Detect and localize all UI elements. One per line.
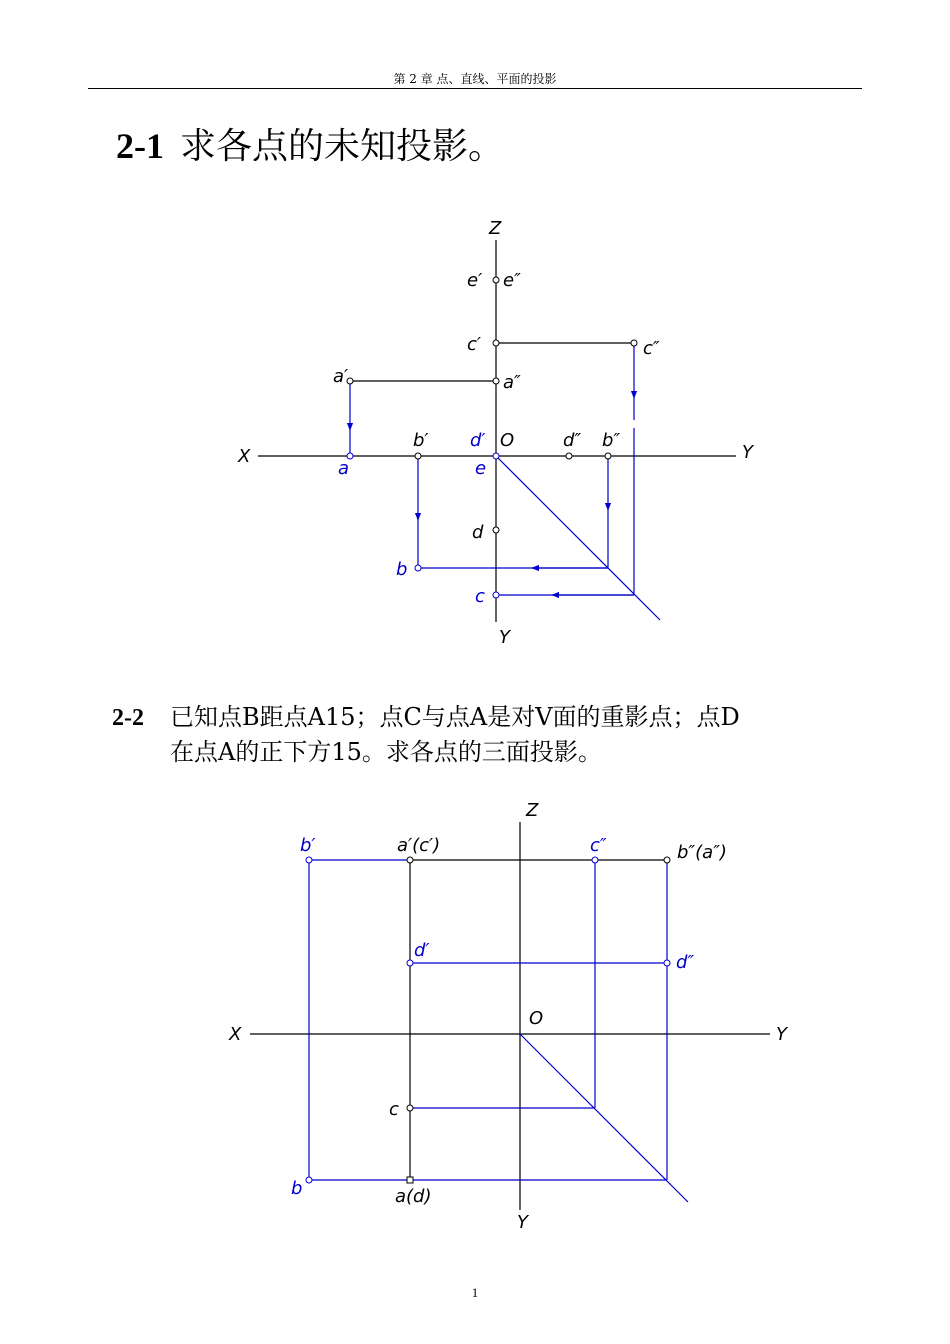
fig2-label-y-right: Y: [776, 1024, 787, 1045]
fig2-label-o: O: [529, 1008, 544, 1029]
fig2-diagonal: [520, 1034, 688, 1202]
label-y-bottom: Y: [499, 627, 510, 648]
label-c2: c″: [643, 338, 660, 359]
label-a1: a′: [333, 366, 349, 387]
label-b: b: [396, 559, 408, 580]
label-z: Z: [489, 218, 502, 239]
fig2-point-c2: [592, 857, 598, 863]
section-2-1-number: 2-1: [116, 126, 164, 166]
fig2-label-a1c1: a′(c′): [397, 835, 441, 856]
label-o: O: [500, 430, 515, 451]
section-2-2-line2: 在点A的正下方15。求各点的三面投影。: [170, 738, 602, 766]
fig2-point-b2: [664, 857, 670, 863]
fig2-label-b1: b′: [300, 835, 316, 856]
fig2-label-x: X: [229, 1024, 242, 1045]
label-a: a: [338, 458, 350, 479]
label-e2: e″: [503, 270, 521, 291]
page-number: 1: [471, 1285, 479, 1300]
label-e1: e′: [467, 270, 483, 291]
label-d1: d′: [470, 430, 486, 451]
fig2-label-y-bottom: Y: [517, 1212, 528, 1233]
fig2-label-ad: a(d): [395, 1186, 432, 1207]
label-c1: c′: [467, 334, 481, 355]
label-a2: a″: [503, 372, 521, 393]
fig2-label-c2: c″: [590, 835, 607, 856]
fig2-label-b: b: [291, 1178, 303, 1199]
fig2-point-d1: [407, 960, 413, 966]
label-d2: d″: [563, 430, 582, 451]
chapter-header: 第 2 章 点、直线、平面的投影: [393, 72, 557, 86]
section-2-2-number: 2-2: [112, 705, 144, 731]
fig2-label-b2a2: b″(a″): [677, 842, 727, 863]
label-y-right: Y: [742, 442, 753, 463]
label-c: c: [475, 586, 485, 607]
fig2-point-a1: [407, 857, 413, 863]
section-2-1-text: 求各点的未知投影。: [180, 126, 505, 167]
fig2-point-c: [407, 1105, 413, 1111]
label-b1: b′: [413, 430, 429, 451]
fig2-label-z: Z: [526, 800, 539, 821]
label-e: e: [475, 458, 487, 479]
fig2-point-b: [306, 1177, 312, 1183]
fig2-point-b1: [306, 857, 312, 863]
label-x: X: [238, 446, 251, 467]
fig2-point-d2: [664, 960, 670, 966]
label-b2: b″: [602, 430, 621, 451]
fig2-label-d2: d″: [676, 952, 695, 973]
section-2-2-line1: 已知点B距点A15；点C与点A是对V面的重影点；点D: [170, 703, 740, 731]
fig2-label-d1: d′: [414, 940, 430, 961]
fig2-point-ad: [407, 1177, 413, 1183]
label-d: d: [472, 522, 484, 543]
fig2-label-c: c: [389, 1099, 399, 1120]
